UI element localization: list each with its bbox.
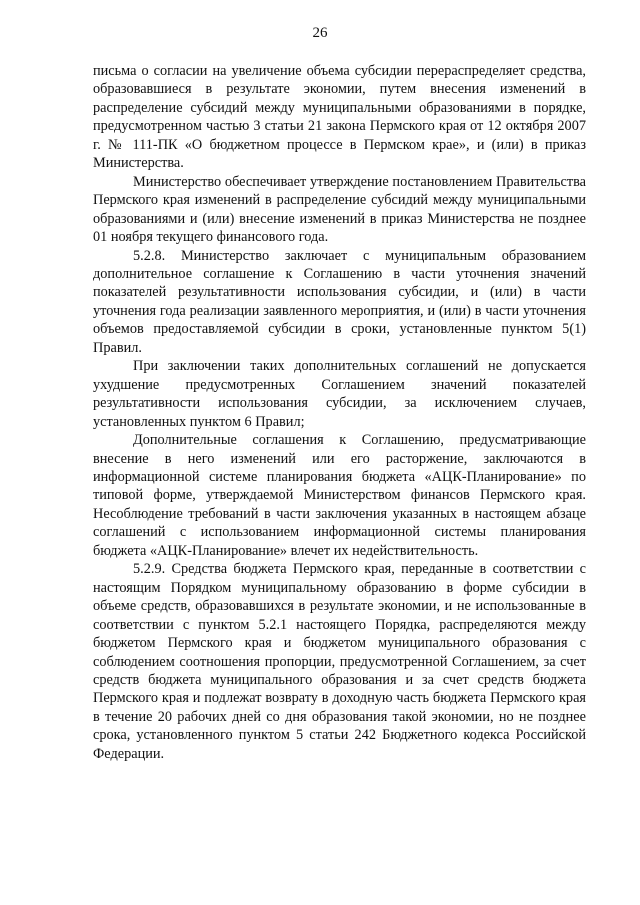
paragraph-additional-agreements: Дополнительные соглашения к Соглашению, предусматривающие внесение в него изменений или его расторжение, заключаются в информационной системе планирования бюджета «АЦК-Планирование» по типовой форме, утверждаемой Министерством финансов Пермского края. Несоблюдение требований в части заключения указанных в настоящем абзаце соглашений с использованием информационной системы планирования бюджета «АЦК-Планирование» влечет их недействительность. — [93, 432, 586, 559]
document-body — [93, 62, 586, 763]
page-number: 26 — [312, 25, 328, 41]
paragraph-ministry-approval: Министерство обеспечивает утверждение постановлением Правительства Пермского края изменений в распределение субсидий между муниципальными образованиями и (или) внесение изменений в приказ Министерства не позднее 01 ноября текущего финансового года. — [93, 173, 586, 246]
paragraph-continuation: письма о согласии на увеличение объема субсидии перераспределяет средства, образовавшиеся в результате экономии, путем внесения изменений в распределение субсидий между муниципальными образованиями в порядке, предусмотренном частью 3 статьи 21 закона Пермского края от 12 октября 2007 г. № 111-ПК «О бюджетном процессе в Пермском крае», и (или) в приказ Министерства. — [93, 63, 586, 172]
paragraph-5-2-8: 5.2.8. Министерство заключает с муниципальным образованием дополнительное соглашение к Соглашению в части уточнения значений показателей результативности использования субсидии, и (или) в части уточнения года реализации заявленного мероприятия, и (или) в части уточнения объемов предоставляемой субсидии в сроки, установленные пунктом 5(1) Правил. — [93, 247, 586, 356]
paragraph-5-2-9: 5.2.9. Средства бюджета Пермского края, переданные в соответствии с настоящим Порядком муниципальному образованию в форме субсидии в объеме средств, образовавшихся в результате экономии, и не использованные в соответствии с пунктом 5.2.1 настоящего Порядка, распределяются между бюджетом Пермского края и бюджетом муниципального образования с соблюдением соотношения пропорции, предусмотренной Соглашением, за счет средств бюджета муниципального образования и за счет средств бюджета Пермского края и подлежат возврату в доходную часть бюджета Пермского края в течение 20 рабочих дней со дня образования такой экономии, но не позднее срока, установленного пунктом 5 статьи 242 Бюджетного кодекса Российской Федерации. — [93, 561, 586, 762]
paragraph-no-worsening: При заключении таких дополнительных соглашений не допускается ухудшение предусмотренных Соглашением значений показателей результативности использования субсидии, за исключением случаев, установленных пунктом 6 Правил; — [93, 358, 586, 430]
